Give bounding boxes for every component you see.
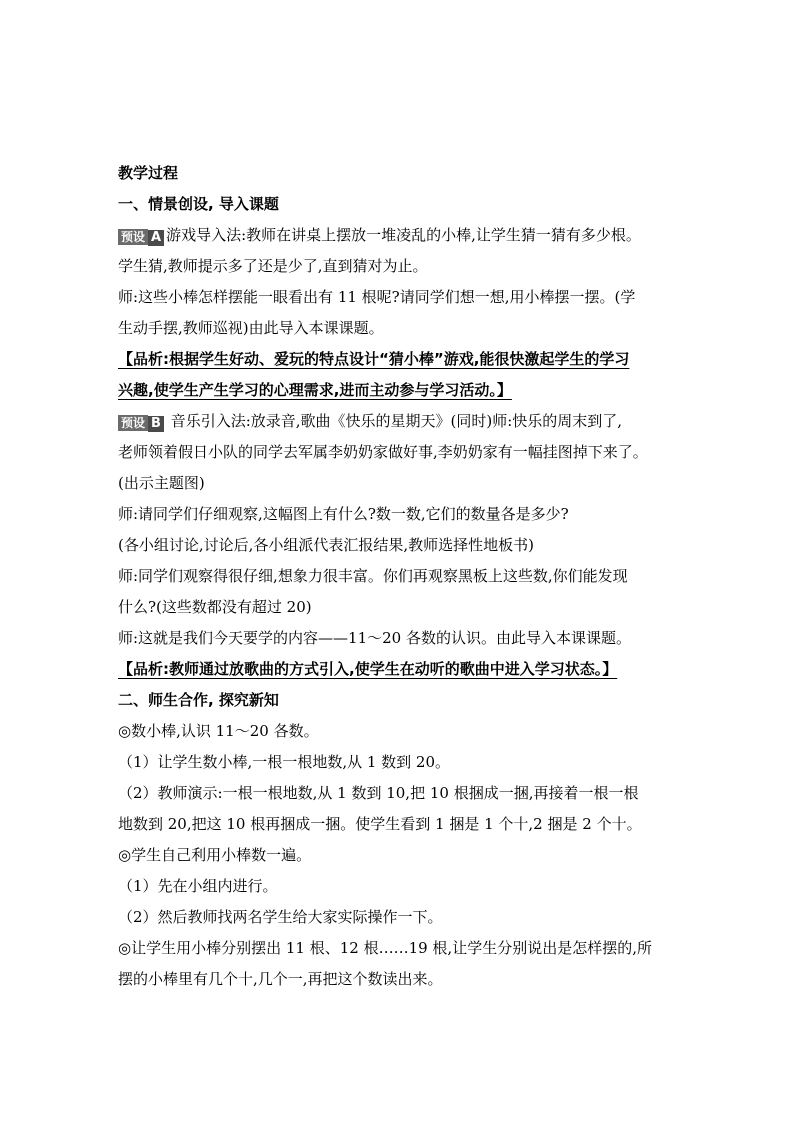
preset-b-line-5: (各小组讨论,讨论后,各小组派代表汇报结果,教师选择性地板书) [118,536,535,554]
section2-line-7: （2）然后教师找两名学生给大家实际操作一下。 [118,908,443,926]
section-heading-1: 一、情景创设, 导入课题 [118,195,279,213]
preset-a-note: 兴趣,使学生产生学习的心理需求,进而主动参与学习活动。】 [118,381,512,399]
preset-b-line-8: 师:这就是我们今天要学的内容——11～20 各数的认识。由此导入本课课题。 [118,629,631,647]
preset-b-text: 音乐引入法:放录音,歌曲《快乐的星期天》(同时)师:快乐的周末到了, [165,412,623,430]
preset-b-badge [118,415,164,431]
preset-b-line-1 [118,406,688,437]
section2-line-1: ◎数小棒,认识 11～20 各数。 [118,722,319,740]
preset-a-line-4: 生动手摆,教师巡视)由此导入本课课题。 [118,319,384,337]
preset-a-badge-text: 预设 [118,229,148,245]
preset-b-badge-letter: B [148,416,164,432]
preset-b-badge-text: 预设 [118,415,148,431]
section2-line-2: （1）让学生数小棒,一根一根地数,从 1 数到 20。 [118,753,451,771]
preset-b-line-6: 师:同学们观察得很仔细,想象力很丰富。你们再观察黑板上这些数,你们能发现 [118,567,628,585]
preset-b-line-3: (出示主题图) [118,474,205,492]
preset-b-line-4: 师:请同学们仔细观察,这幅图上有什么?数一数,它们的数量各是多少? [118,505,569,523]
preset-a-note-line-2 [118,375,688,406]
preset-a-badge [118,229,164,245]
section2-line-3: （2）教师演示:一根一根地数,从 1 数到 10,把 10 根捆成一捆,再接着一根一根 [118,784,639,802]
section-heading-2: 二、师生合作, 探究新知 [118,691,279,709]
preset-b-line-2: 老师领着假日小队的同学去军属李奶奶家做好事,李奶奶家有一幅挂图掉下来了。 [118,443,648,461]
section2-line-5: ◎学生自己利用小棒数一遍。 [118,846,312,864]
section2-line-6: （1）先在小组内进行。 [118,877,278,895]
document-page [118,158,688,995]
preset-a-badge-letter: A [148,230,164,246]
section2-line-4: 地数到 20,把这 10 根再捆成一捆。使学生看到 1 捆是 1 个十,2 捆是 2 个十。 [118,815,642,833]
document-title: 教学过程 [118,164,179,182]
preset-a-text: 游戏导入法:教师在讲桌上摆放一堆凌乱的小棒,让学生猜一猜有多少根。 [166,226,641,244]
preset-a-line-1 [118,220,688,251]
preset-a-note-line-1 [118,344,688,375]
preset-a-line-3: 师:这些小棒怎样摆能一眼看出有 11 根呢?请同学们想一想,用小棒摆一摆。(学 [118,288,636,306]
preset-b-note-line-1 [118,654,688,685]
preset-a-line-2: 学生猜,教师提示多了还是少了,直到猜对为止。 [118,257,428,275]
preset-a-note: 【品析:根据学生好动、爱玩的特点设计“猜小棒”游戏,能很快激起学生的学习 [118,350,630,368]
section2-line-8: ◎让学生用小棒分别摆出 11 根、12 根……19 根,让学生分别说出是怎样摆的,所 [118,939,652,957]
preset-b-line-7: 什么?(这些数都没有超过 20) [118,598,312,616]
section2-line-9: 摆的小棒里有几个十,几个一,再把这个数读出来。 [118,970,443,988]
preset-b-note: 【品析:教师通过放歌曲的方式引入,使学生在动听的歌曲中进入学习状态。】 [118,660,618,678]
